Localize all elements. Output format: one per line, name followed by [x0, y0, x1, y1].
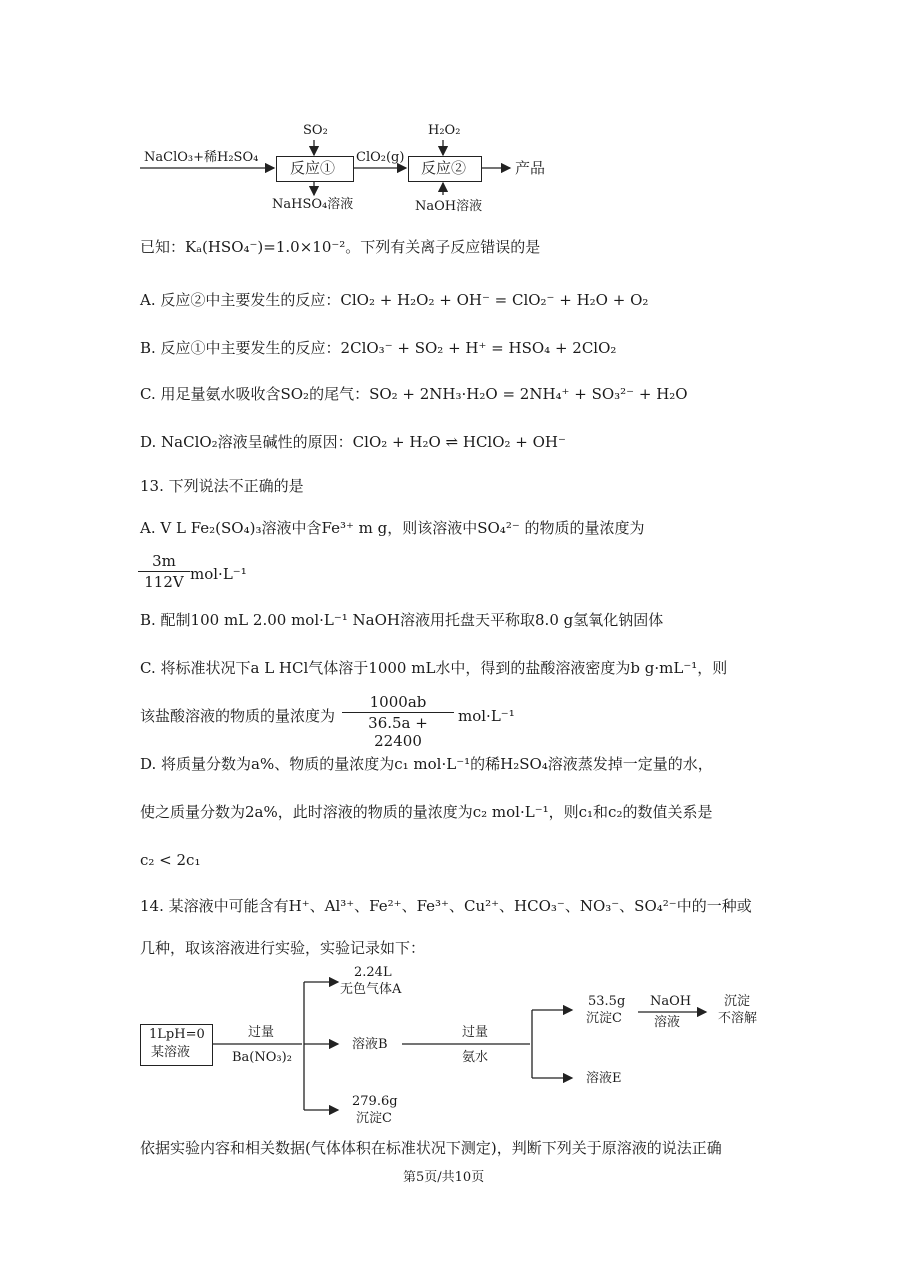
q14-ppt-line2: 沉淀C [356, 1111, 392, 1126]
q13-option-c-line1: C. 将标准状况下a L HCl气体溶于1000 mL水中，得到的盐酸溶液密度为b g·mL⁻¹，则 [140, 659, 728, 677]
q13-option-d-line1: D. 将质量分数为a%、物质的量浓度为c₁ mol·L⁻¹的稀H₂SO₄溶液蒸发掉一定量的水， [140, 755, 713, 773]
q14-solB: 溶液B [352, 1037, 388, 1052]
q14-stem-line2: 几种，取该溶液进行实验，实验记录如下： [140, 939, 426, 957]
q12-option-a: A. 反应②中主要发生的反应：ClO₂ + H₂O₂ + OH⁻ = ClO₂⁻ + H₂O + O₂ [140, 291, 649, 309]
q14-reagent1-top: 过量 [248, 1025, 275, 1040]
q13-option-c-line2: 该盐酸溶液的物质的量浓度为 [140, 707, 336, 725]
q13-option-d-line3: c₂ < 2c₁ [140, 851, 201, 869]
q14-pptC-line2: 沉淀C [586, 1011, 622, 1026]
q14-tail: 依据实验内容和相关数据(气体体积在标准状况下测定)，判断下列关于原溶液的说法正确 [140, 1139, 722, 1157]
q14-naoh-top: NaOH [650, 994, 692, 1009]
q14-pptC-line1: 53.5g [588, 994, 626, 1009]
q12-option-b: B. 反应①中主要发生的反应：2ClO₃⁻ + SO₂ + H⁺ = HSO₄ + 2ClO₂ [140, 339, 617, 357]
q14-start-line1: 1LpH=0 [149, 1027, 205, 1042]
reaction1-label: 反应① [290, 159, 336, 177]
q13-option-b: B. 配制100 mL 2.00 mol·L⁻¹ NaOH溶液用托盘天平称取8.0 g氢氧化钠固体 [140, 611, 664, 629]
q14-naoh-bot: 溶液 [654, 1015, 681, 1030]
q14-insol-line1: 沉淀 [724, 994, 751, 1009]
flow1-naoh: NaOH溶液 [415, 199, 483, 214]
flow1-clo2: ClO₂(g) [356, 150, 405, 165]
q14-reagent2-top: 过量 [462, 1025, 489, 1040]
q13-option-a: A. V L Fe₂(SO₄)₃溶液中含Fe³⁺ m g，则该溶液中SO₄²⁻ 的物质的量浓度为 [140, 519, 645, 537]
page-footer: 第5页/共10页 [403, 1170, 485, 1185]
q12-option-d: D. NaClO₂溶液呈碱性的原因：ClO₂ + H₂O ⇌ HClO₂ + OH⁻ [140, 433, 566, 451]
q14-reagent1-bot: Ba(NO₃)₂ [232, 1050, 292, 1065]
q13-a-num: 3m [138, 552, 190, 572]
q13-option-d-line2: 使之质量分数为2a%，此时溶液的物质的量浓度为c₂ mol·L⁻¹，则c₁和c₂的数值关系是 [140, 803, 713, 821]
q14-start-line2: 某溶液 [151, 1045, 191, 1060]
q13-c-unit: mol·L⁻¹ [458, 707, 515, 725]
q13-a-unit: mol·L⁻¹ [190, 565, 247, 583]
q12-known: 已知：Kₐ(HSO₄⁻)=1.0×10⁻²。下列有关离子反应错误的是 [140, 238, 541, 256]
flow1-product: 产品 [515, 159, 546, 177]
q14-gas-line2: 无色气体A [340, 982, 402, 997]
q14-ppt-line1: 279.6g [352, 1094, 398, 1109]
q12-option-c: C. 用足量氨水吸收含SO₂的尾气：SO₂ + 2NH₃·H₂O = 2NH₄⁺ + SO₃²⁻ + H₂O [140, 385, 688, 403]
reaction2-label: 反应② [421, 159, 467, 177]
flow1-so2: SO₂ [303, 123, 328, 138]
q13-a-den: 112V [144, 573, 184, 591]
q14-solE: 溶液E [586, 1071, 622, 1086]
q13-stem: 13. 下列说法不正确的是 [140, 477, 304, 495]
q14-reagent2-bot: 氨水 [462, 1050, 489, 1065]
q14-insol-line2: 不溶解 [718, 1011, 758, 1026]
flow1-input: NaClO₃+稀H₂SO₄ [144, 150, 259, 165]
q13-a-fraction [138, 552, 190, 591]
q14-gas-line1: 2.24L [354, 965, 392, 980]
q14-stem-line1: 14. 某溶液中可能含有H⁺、Al³⁺、Fe²⁺、Fe³⁺、Cu²⁺、HCO₃⁻、NO₃⁻、SO₄²⁻中的一种或 [140, 897, 752, 915]
flow1-nahso4: NaHSO₄溶液 [272, 197, 354, 212]
q13-c-den: 36.5a + 22400 [368, 714, 428, 750]
q13-c-fraction [342, 693, 454, 750]
flow1-h2o2: H₂O₂ [428, 123, 461, 138]
q13-c-num: 1000ab [342, 693, 454, 713]
